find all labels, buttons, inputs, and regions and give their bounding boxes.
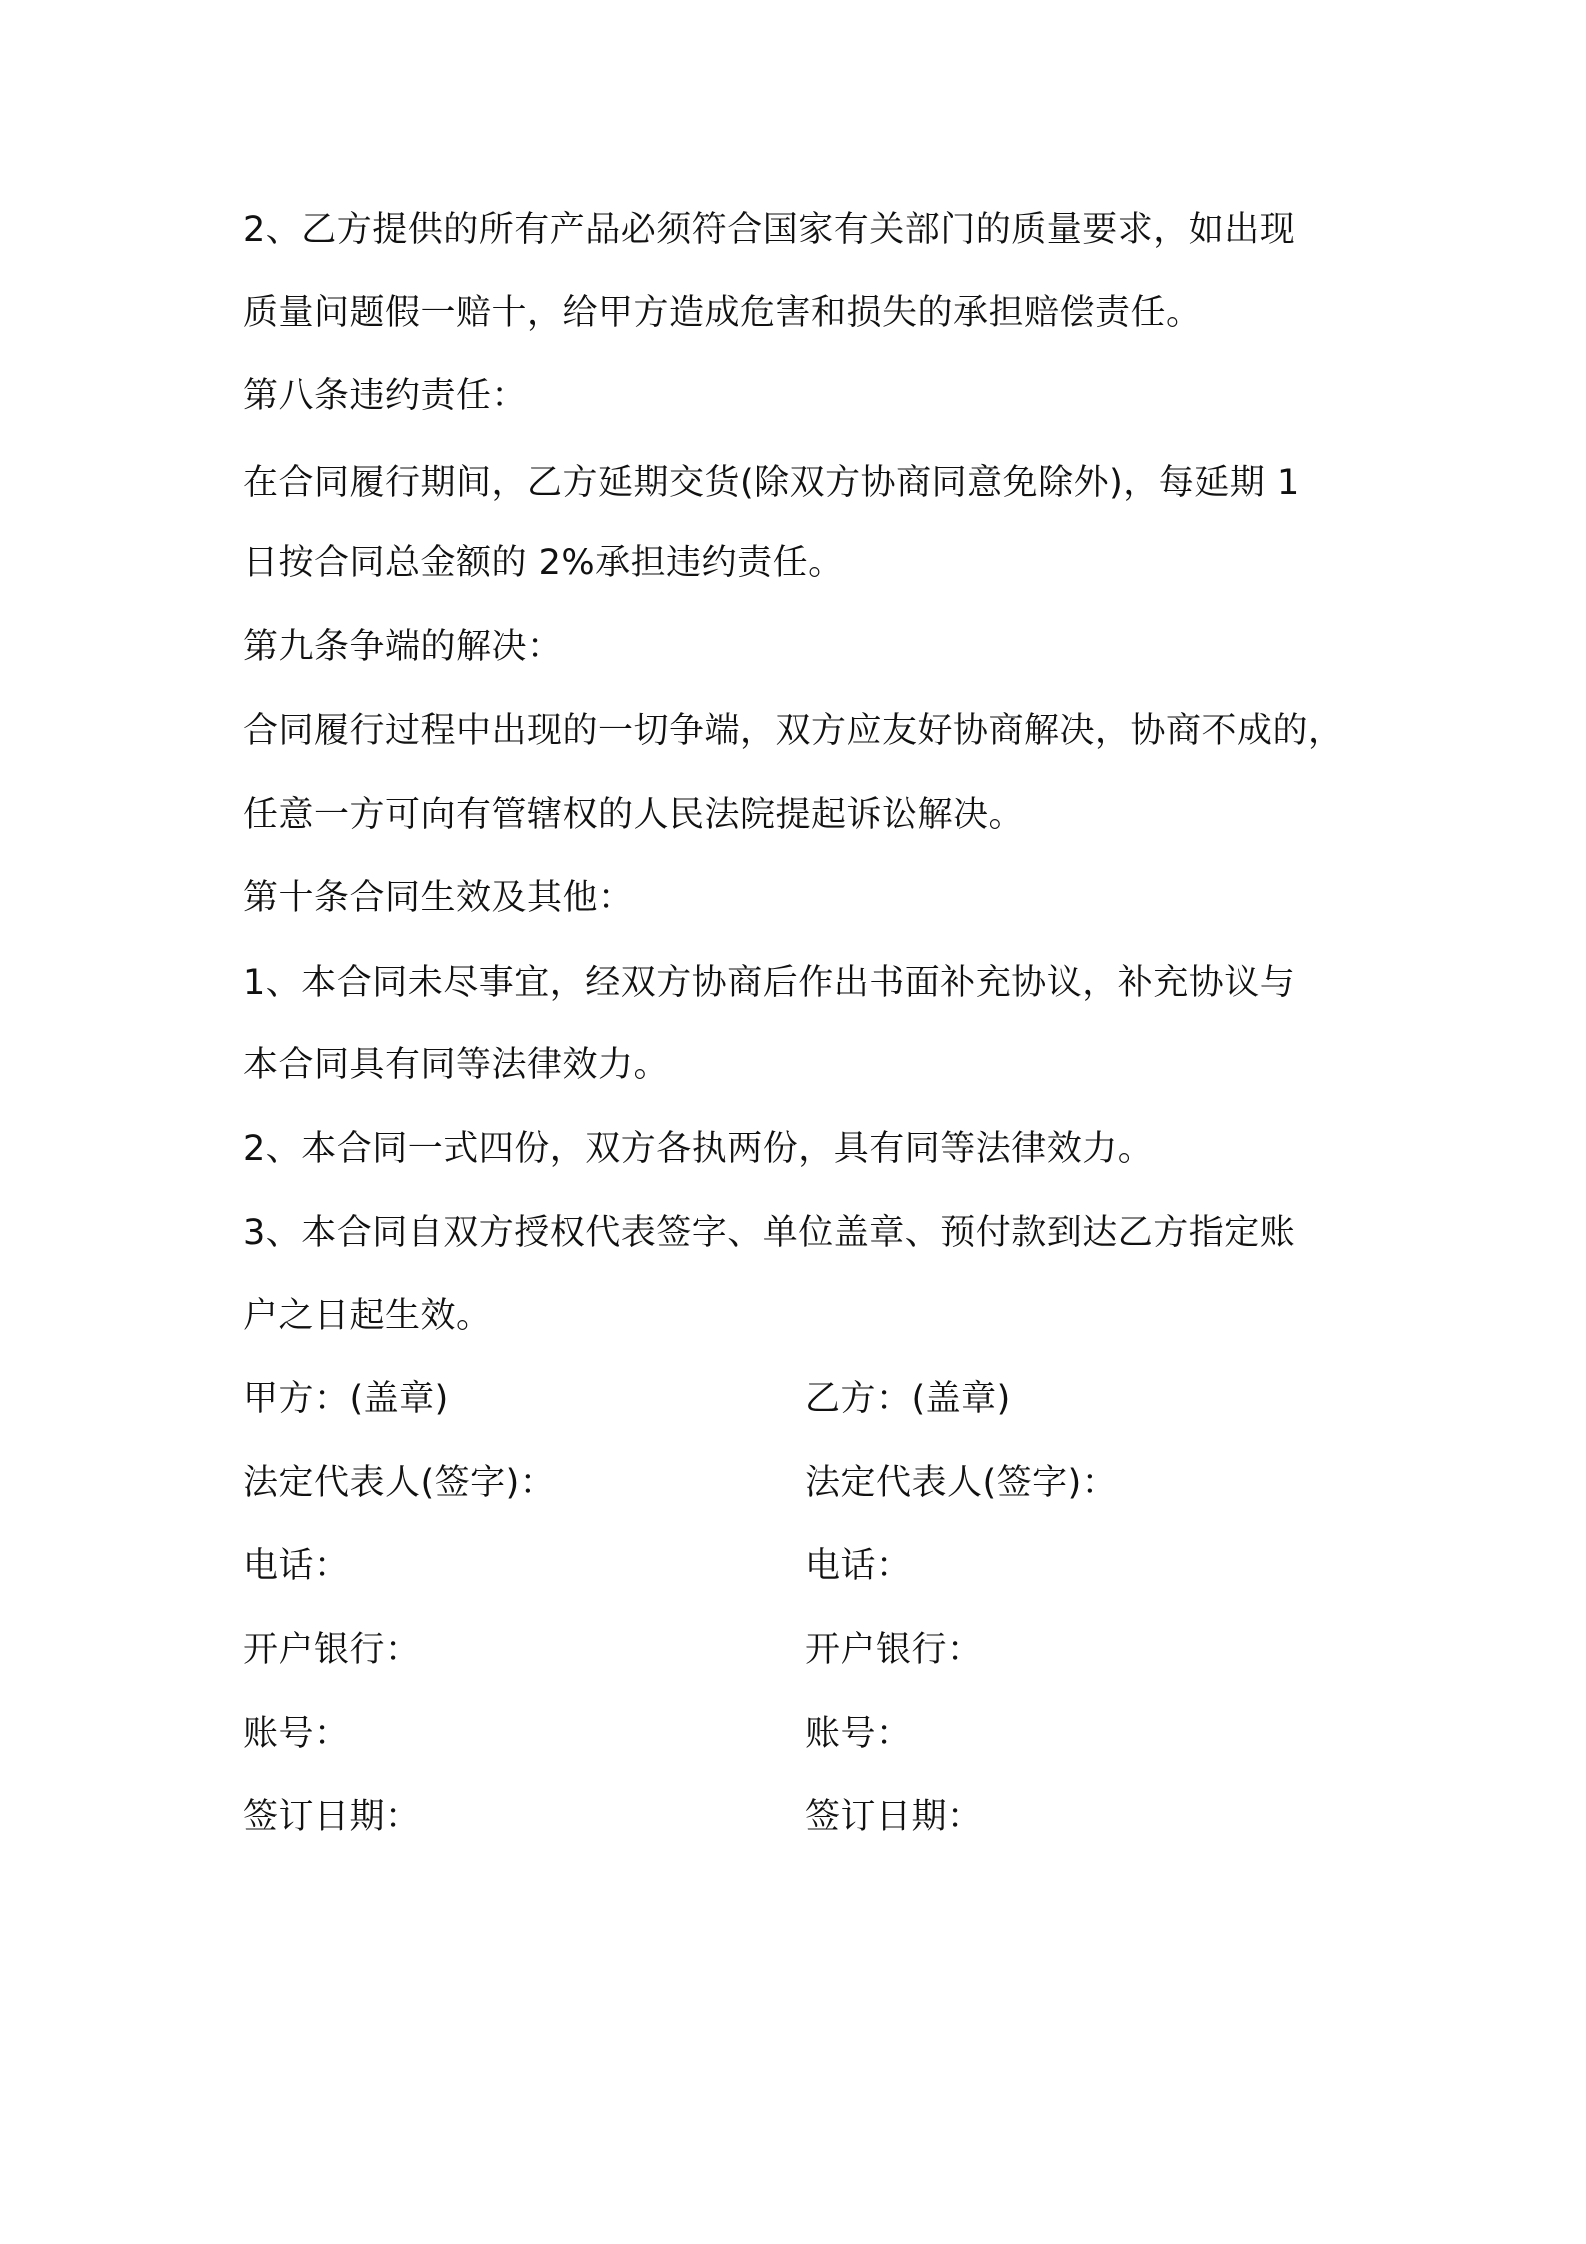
paragraph-line: 1、本合同未尽事宜，经双方协商后作出书面补充协议，补充协议与 <box>243 963 1296 1003</box>
party-b-representative-label: 法定代表人(签字)： <box>805 1463 1118 1503</box>
paragraph-line: 质量问题假一赔十，给甲方造成危害和损失的承担赔偿责任。 <box>243 293 1202 333</box>
party-a-bank-label: 开户银行： <box>243 1630 421 1670</box>
paragraph-line: 2、乙方提供的所有产品必须符合国家有关部门的质量要求，如出现 <box>243 210 1296 250</box>
paragraph-line: 本合同具有同等法律效力。 <box>243 1045 670 1085</box>
party-b-phone-label: 电话： <box>805 1546 912 1586</box>
paragraph-line: 日按合同总金额的 2%承担违约责任。 <box>243 543 844 583</box>
section-heading-article-8: 第八条违约责任： <box>243 376 528 416</box>
party-a-seal-label: 甲方：(盖章) <box>243 1379 449 1419</box>
party-a-date-label: 签订日期： <box>243 1797 421 1837</box>
party-a-account-label: 账号： <box>243 1714 350 1754</box>
party-a-representative-label: 法定代表人(签字)： <box>243 1463 556 1503</box>
section-heading-article-10: 第十条合同生效及其他： <box>243 878 634 918</box>
party-b-bank-label: 开户银行： <box>805 1630 983 1670</box>
party-a-phone-label: 电话： <box>243 1546 350 1586</box>
paragraph-line: 合同履行过程中出现的一切争端，双方应友好协商解决，协商不成的， <box>243 711 1344 751</box>
paragraph-line: 2、本合同一式四份，双方各执两份，具有同等法律效力。 <box>243 1129 1154 1169</box>
section-heading-article-9: 第九条争端的解决： <box>243 627 563 667</box>
party-b-seal-label: 乙方：(盖章) <box>805 1379 1011 1419</box>
paragraph-line: 户之日起生效。 <box>243 1296 492 1336</box>
paragraph-line: 任意一方可向有管辖权的人民法院提起诉讼解决。 <box>243 795 1025 835</box>
paragraph-line: 在合同履行期间，乙方延期交货(除双方协商同意免除外)，每延期 1 <box>243 463 1300 503</box>
paragraph-line: 3、本合同自双方授权代表签字、单位盖章、预付款到达乙方指定账 <box>243 1213 1296 1253</box>
party-b-date-label: 签订日期： <box>805 1797 983 1837</box>
party-b-account-label: 账号： <box>805 1714 912 1754</box>
